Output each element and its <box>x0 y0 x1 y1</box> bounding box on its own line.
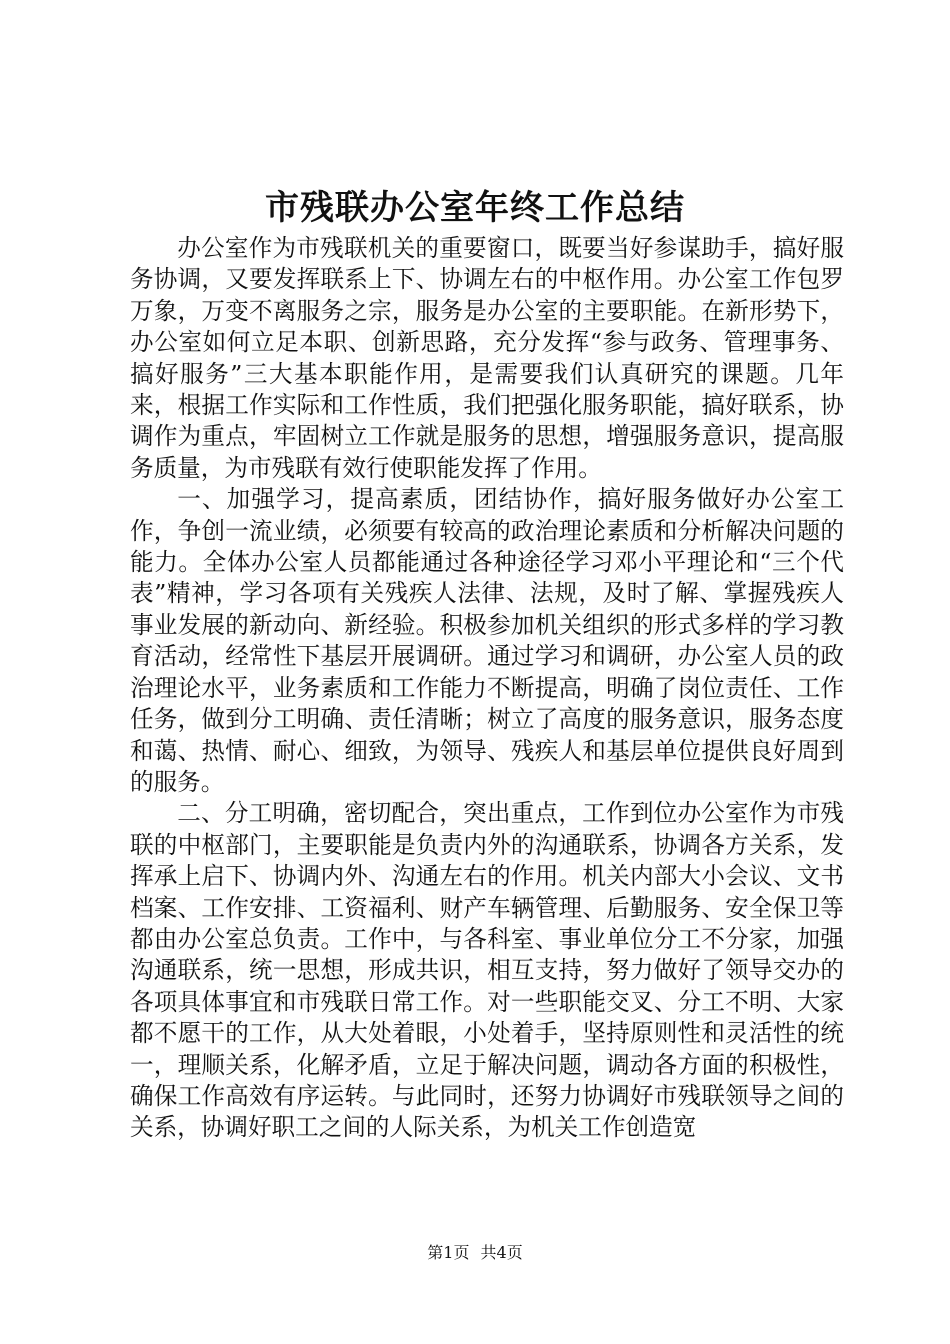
page-number: 第1页 <box>427 1243 470 1262</box>
document-title: 市残联办公室年终工作总结 <box>265 188 685 228</box>
page-total: 共4页 <box>480 1243 523 1262</box>
document-body <box>130 233 844 1144</box>
paragraph-section-1: 一、加强学习，提高素质，团结协作，搞好服务做好办公室工作，争创一流业绩，必须要有较高的政治理论素质和分析解决问题的能力。全体办公室人员都能通过各种途径学习邓小平理论和“三个代表”精神，学习各项有关残疾人法律、法规，及时了解、掌握残疾人事业发展的新动向、新经验。积极参加机关组织的形式多样的学习教育活动，经常性下基层开展调研。通过学习和调研，办公室人员的政治理论水平，业务素质和工作能力不断提高，明确了岗位责任、工作任务，做到分工明确、责任清晰；树立了高度的服务意识，服务态度和蔼、热情、耐心、细致，为领导、残疾人和基层单位提供良好周到的服务。 <box>130 485 844 796</box>
page-footer <box>0 1243 950 1263</box>
paragraph-section-2: 二、分工明确，密切配合，突出重点，工作到位办公室作为市残联的中枢部门，主要职能是负责内外的沟通联系，协调各方关系，发挥承上启下、协调内外、沟通左右的作用。机关内部大小会议、文书档案、工作安排、工资福利、财产车辆管理、后勤服务、安全保卫等都由办公室总负责。工作中，与各科室、事业单位分工不分家，加强沟通联系，统一思想，形成共识，相互支持，努力做好了领导交办的各项具体事宜和市残联日常工作。对一些职能交叉、分工不明、大家都不愿干的工作，从大处着眼，小处着手，坚持原则性和灵活性的统一，理顺关系，化解矛盾，立足于解决问题，调动各方面的积极性，确保工作高效有序运转。与此同时，还努力协调好市残联领导之间的关系，协调好职工之间的人际关系，为机关工作创造宽 <box>130 799 844 1142</box>
paragraph-intro: 办公室作为市残联机关的重要窗口，既要当好参谋助手，搞好服务协调，又要发挥联系上下、协调左右的中枢作用。办公室工作包罗万象，万变不离服务之宗，服务是办公室的主要职能。在新形势下，办公室如何立足本职、创新思路，充分发挥“参与政务、管理事务、搞好服务”三大基本职能作用，是需要我们认真研究的课题。几年来，根据工作实际和工作性质，我们把强化服务职能，搞好联系，协调作为重点，牢固树立工作就是服务的思想，增强服务意识，提高服务质量，为市残联有效行使职能发挥了作用。 <box>130 234 844 482</box>
